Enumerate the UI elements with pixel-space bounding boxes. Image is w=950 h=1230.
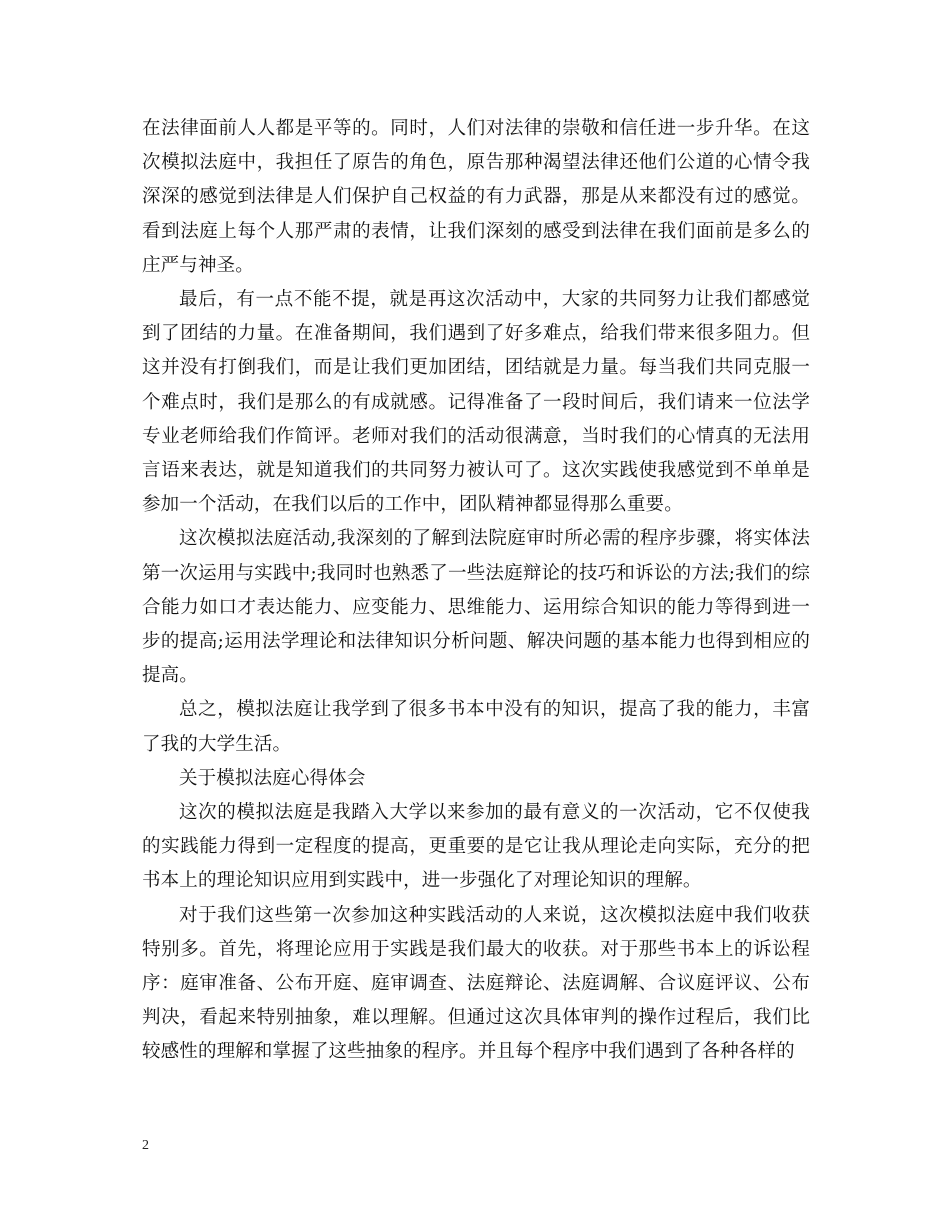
paragraph-continuation: 在法律面前人人都是平等的。同时，人们对法律的崇敬和信任进一步升华。在这次模拟法庭中，我担任了原告的角色，原告那种渴望法律还他们公道的心情令我深深的感觉到法律是人们保护自己权益的有力武器，那是从来都没有过的感觉。看到法庭上每个人那严肃的表情，让我们深刻的感受到法律在我们面前是多么的庄严与神圣。 (142, 118, 810, 276)
paragraph-harvest: 对于我们这些第一次参加这种实践活动的人来说，这次模拟法庭中我们收获特别多。首先，将理论应用于实践是我们最大的收获。对于那些书本上的诉讼程序：庭审准备、公布开庭、庭审调查、法庭辩论、法庭调解、合议庭评议、公布判决，看起来特别抽象，难以理解。但通过这次具体审判的操作过程后，我们比较感性的理解和掌握了这些抽象的程序。并且每个程序中我们遇到了各种各样的 (142, 904, 810, 1063)
paragraph-conclusion: 总之，模拟法庭让我学到了很多书本中没有的知识，提高了我的能力，丰富了我的大学生活。 (142, 699, 810, 755)
paragraph-intro: 这次的模拟法庭是我踏入大学以来参加的最有意义的一次活动，它不仅使我的实践能力得到一定程度的提高，更重要的是它让我从理论走向实际，充分的把书本上的理论知识应用到实践中，进一步强化了对理论知识的理解。 (142, 802, 810, 892)
paragraph-teamwork: 最后，有一点不能不提，就是再这次活动中，大家的共同努力让我们都感觉到了团结的力量。在准备期间，我们遇到了好多难点，给我们带来很多阻力。但这并没有打倒我们，而是让我们更加团结，团结就是力量。每当我们共同克服一个难点时，我们是那么的有成就感。记得准备了一段时间后，我们请来一位法学专业老师给我们作简评。老师对我们的活动很满意，当时我们的心情真的无法用言语来表达，就是知道我们的共同努力被认可了。这次实践使我感觉到不单单是参加一个活动，在我们以后的工作中，团队精神都显得那么重要。 (142, 289, 810, 516)
paragraph-procedures: 这次模拟法庭活动,我深刻的了解到法院庭审时所必需的程序步骤，将实体法第一次运用与实践中;我同时也熟悉了一些法庭辩论的技巧和诉讼的方法;我们的综合能力如口才表达能力、应变能力、思维能力、运用综合知识的能力等得到进一步的提高;运用法学理论和法律知识分析问题、解决问题的基本能力也得到相应的提高。 (142, 528, 810, 687)
page-number: 2 (142, 1138, 149, 1153)
document-body (142, 112, 810, 1070)
section-heading: 关于模拟法庭心得体会 (179, 767, 366, 789)
